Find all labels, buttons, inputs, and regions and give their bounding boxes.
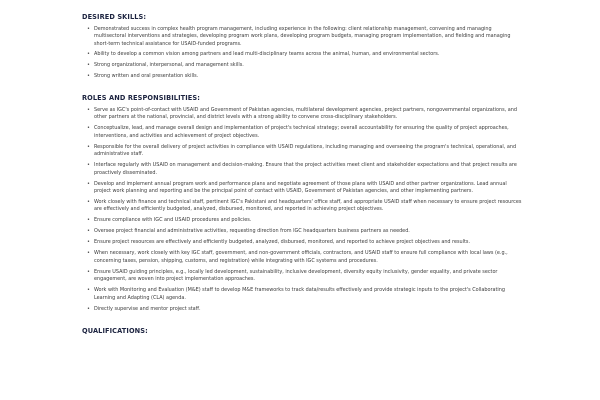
- list-item: • Strong organizational, interpersonal, and management skills.: [94, 62, 524, 69]
- roles-responsibilities-section: [82, 94, 600, 313]
- list-item: • Interface regularly with USAID on management and decision-making. Ensure that the project activities meet client and stakeholder expectations and that project results are proactively disseminated.: [94, 162, 524, 177]
- list-item: • Strong written and oral presentation skills.: [94, 73, 524, 80]
- list-item: • Work closely with finance and technical staff, pertinent IGC's Pakistani and headquarters' office staff, and appropriate USAID staff when necessary to ensure project resources are effectively and efficiently budgeted, analyzed, disbursed, monitored, and reported in achieving project objectives.: [94, 199, 524, 214]
- list-item: • Ensure compliance with IGC and USAID procedures and policies.: [94, 217, 524, 224]
- list-item: • Serve as IGC's point-of-contact with USAID and Government of Pakistan agencies, multilateral development agencies, project partners, nongovernmental organizations, and other partners at the national, provincial, and district levels with a strong ability to convene cross-disciplinary stakeholders.: [94, 107, 524, 122]
- list-item: • Ensure project resources are effectively and efficiently budgeted, analyzed, disbursed, monitored, and reported to achieve project objectives and results.: [94, 239, 524, 246]
- qualifications-section: [82, 327, 600, 335]
- list-item: • When necessary, work closely with key IGC staff, government, and non-government officials, contractors, and USAID staff to ensure full compliance with local laws (e.g., concerning taxes, pension, shipping, customs, and registration) while integrating with IGC systems and procedures.: [94, 250, 524, 265]
- roles-heading: ROLES AND RESPONSIBILITIES:: [82, 94, 200, 102]
- list-item: • Work with Monitoring and Evaluation (M&E) staff to develop M&E frameworks to track data/results effectively and provide strategic inputs to the project's Collaborating Learning and Adapting (CLA) agenda.: [94, 287, 524, 302]
- list-item: • Develop and implement annual program work and performance plans and negotiate agreement of those plans with USAID and other partner organizations. Lead annual project work planning and reporting and be the principal point of contact with USAID, Government of Pakistan agencies, and other implementing partners.: [94, 181, 524, 196]
- list-item: • Demonstrated success in complex health program management, including experience in the following: client relationship management, convening and managing multisectoral interventions and strategies, developing program work plans, developing program budgets, managing program implementation, and fielding and managing short-term technical assistance for USAID-funded programs.: [94, 26, 524, 48]
- desired-skills-section: [82, 13, 600, 80]
- desired-skills-list: [82, 26, 524, 80]
- list-item: • Oversee project financial and administrative activities, requesting direction from IGC headquarters business partners as needed.: [94, 228, 524, 235]
- qualifications-heading: QUALIFICATIONS:: [82, 327, 148, 336]
- list-item: • Ability to develop a common vision among partners and lead multi-disciplinary teams across the animal, human, and environmental sectors.: [94, 51, 524, 58]
- list-item: • Directly supervise and mentor project staff.: [94, 306, 524, 313]
- list-item: • Conceptualize, lead, and manage overall design and implementation of project's technical strategy; overall accountability for ensuring the quality of project approaches, interventions, and activities and achievement of project objectives.: [94, 125, 524, 140]
- list-item: • Ensure USAID guiding principles, e.g., locally led development, sustainability, inclusive development, diversity equity inclusivity, gender equality, and private sector engagement, are woven into project implementation approaches.: [94, 269, 524, 284]
- roles-list: [82, 107, 524, 313]
- desired-skills-heading: DESIRED SKILLS:: [82, 13, 147, 21]
- list-item: • Responsible for the overall delivery of project activities in compliance with USAID regulations, including managing and overseeing the program's technical, operational, and administrative staff.: [94, 144, 524, 159]
